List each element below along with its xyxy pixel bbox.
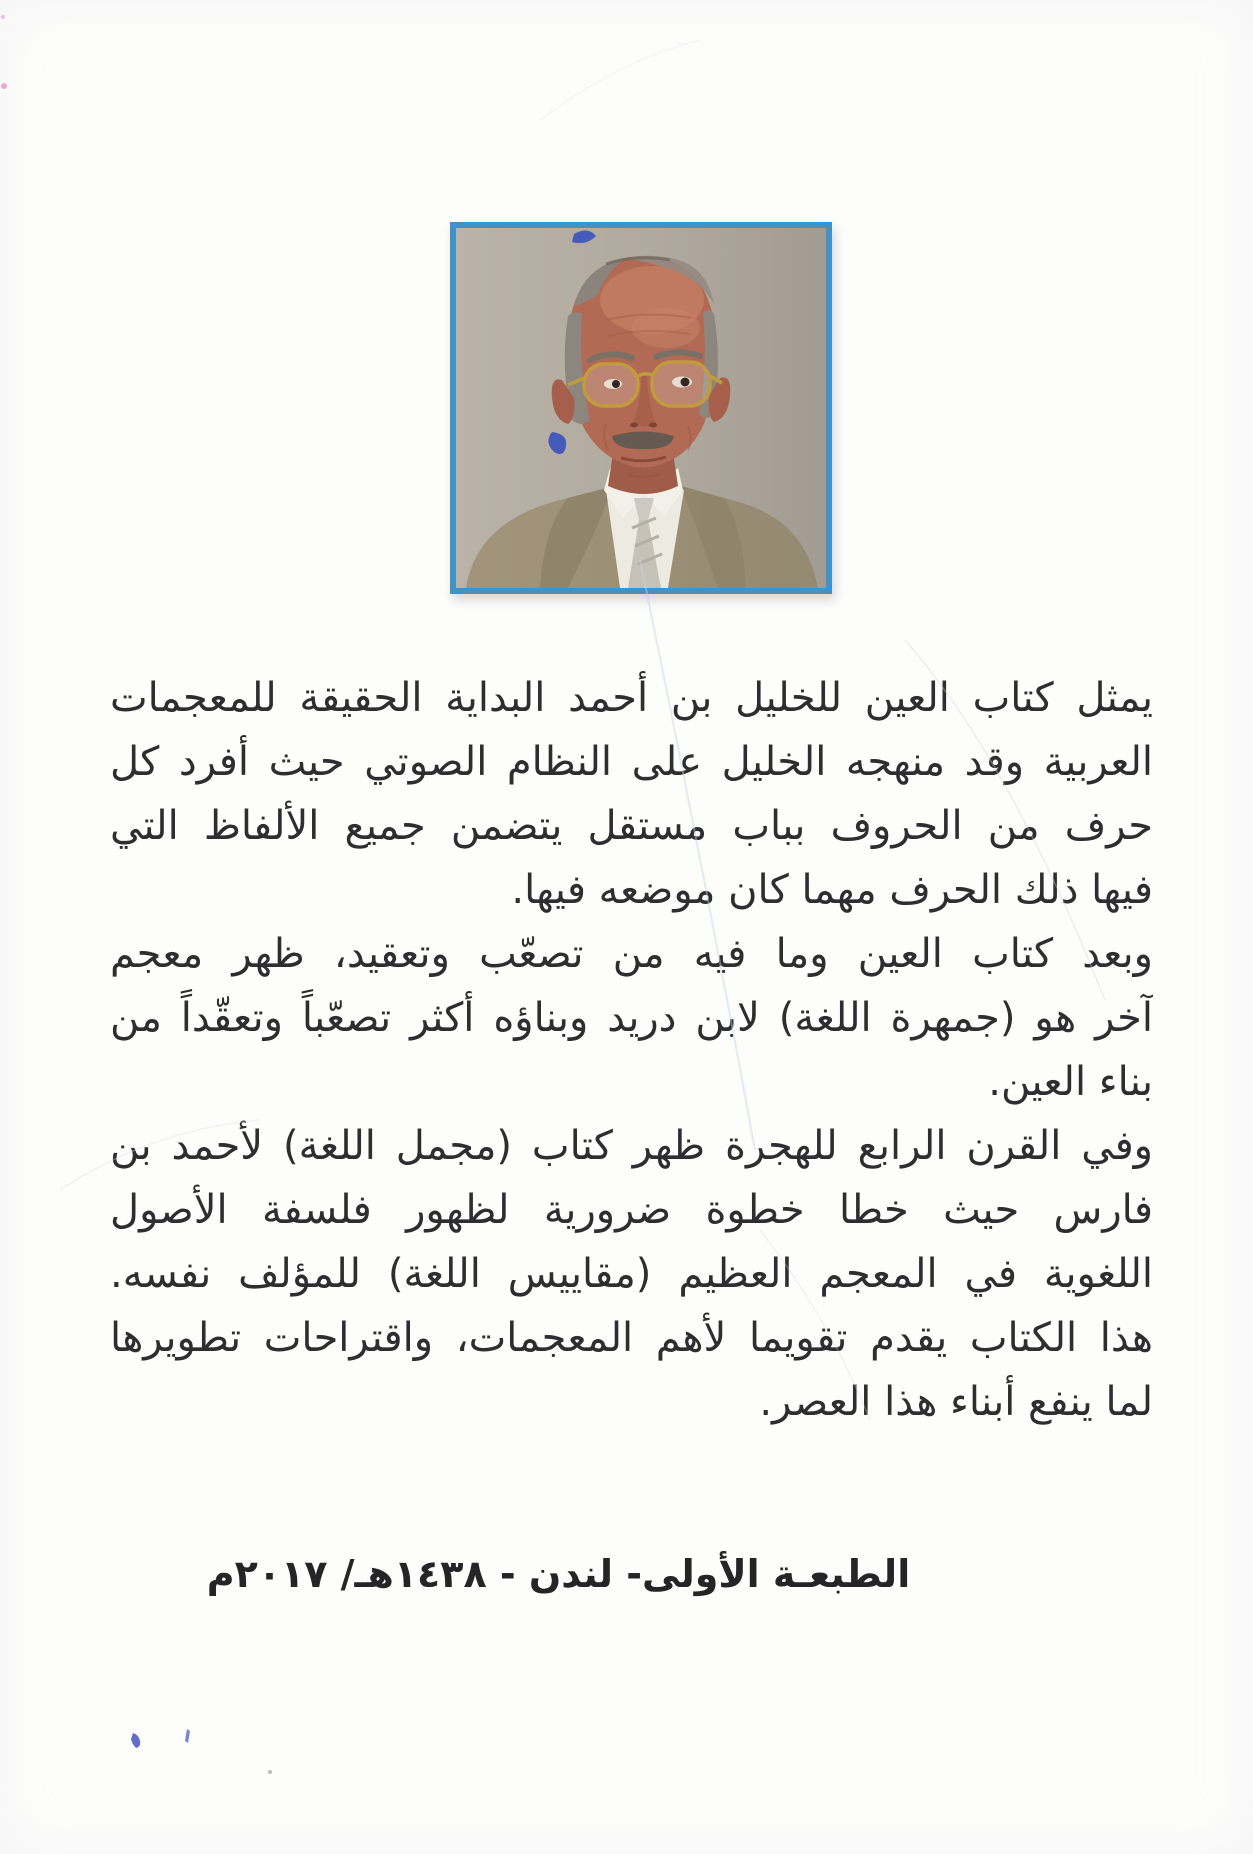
paragraph (110, 1306, 1153, 1434)
paragraph (110, 922, 1153, 1114)
body-text-line: لما ينفع أبناء هذا العصر. (759, 1379, 1153, 1425)
body-text-line: وفي القرن الرابع للهجرة ظهر كتاب (مجمل اللغة) لأحمد بن (110, 1123, 1153, 1169)
body-text-line: وبعد كتاب العين وما فيه من تصعّب وتعقيد، ظهر معجم (110, 931, 1153, 977)
paragraph (110, 1114, 1153, 1306)
author-photo (450, 222, 832, 594)
body-text-line: فيها ذلك الحرف مهما كان موضعه فيها. (511, 867, 1153, 913)
body-text-line: اللغوية في المعجم العظيم (مقاييس اللغة) للمؤلف نفسه. (110, 1251, 1153, 1297)
body-text-line: بناء العين. (988, 1059, 1153, 1105)
author-portrait-image (456, 228, 826, 588)
body-text-line: هذا الكتاب يقدم تقويما لأهم المعجمات، واقتراحات تطويرها (110, 1315, 1153, 1361)
edition-imprint: الطبعـة الأولى- لندن - ١٤٣٨هـ/ ٢٠١٧م (206, 1552, 911, 1596)
body-text-line: العربية وقد منهجه الخليل على النظام الصوتي حيث أفرد كل (110, 739, 1153, 785)
body-text-line: حرف من الحروف بباب مستقل يتضمن جميع الألفاظ التي (110, 803, 1153, 849)
body-text-line: فارس حيث خطا خطوة ضرورية لظهور فلسفة الأصول (110, 1187, 1153, 1233)
back-cover-text (110, 666, 1153, 1434)
body-text-line: يمثل كتاب العين للخليل بن أحمد البداية الحقيقة للمعجمات (110, 675, 1153, 721)
paragraph (110, 666, 1153, 922)
body-text-line: آخر هو (جمهرة اللغة) لابن دريد وبناؤه أكثر تصعّباً وتعقّداً من (110, 995, 1153, 1041)
